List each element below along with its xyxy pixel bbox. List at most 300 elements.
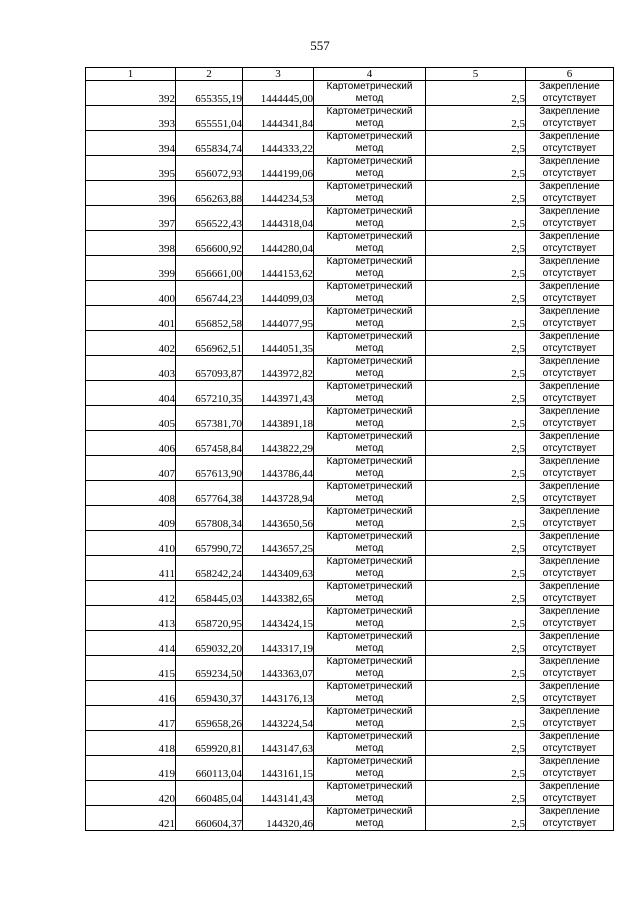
method-line-1: Картометрический [326, 431, 413, 442]
fixation-line-2: отсутствует [542, 368, 597, 379]
point-number-cell: 412 [86, 581, 176, 606]
x-coordinate-cell: 656600,92 [176, 231, 243, 256]
table-row [86, 481, 614, 506]
fixation-line-1: Закрепление [539, 181, 600, 192]
method-line-2: метод [355, 543, 384, 554]
method-line-1: Картометрический [326, 281, 413, 292]
fixation-cell [526, 481, 614, 506]
x-coordinate-cell: 656263,88 [176, 181, 243, 206]
x-coordinate-cell: 656661,00 [176, 256, 243, 281]
method-line-1: Картометрический [326, 681, 413, 692]
table-row [86, 631, 614, 656]
method-cell [314, 381, 426, 406]
method-line-1: Картометрический [326, 806, 413, 817]
fixation-cell [526, 406, 614, 431]
table-body [86, 81, 614, 831]
x-coordinate-cell: 658720,95 [176, 606, 243, 631]
x-coordinate-cell: 660604,37 [176, 806, 243, 831]
fixation-cell [526, 131, 614, 156]
point-number-cell: 413 [86, 606, 176, 631]
method-line-2: метод [355, 193, 384, 204]
fixation-line-1: Закрепление [539, 481, 600, 492]
table-row [86, 356, 614, 381]
accuracy-cell: 2,5 [426, 406, 526, 431]
table-row [86, 606, 614, 631]
accuracy-cell: 2,5 [426, 431, 526, 456]
fixation-line-2: отсутствует [542, 718, 597, 729]
method-cell [314, 731, 426, 756]
x-coordinate-cell: 659430,37 [176, 681, 243, 706]
table-row [86, 306, 614, 331]
y-coordinate-cell: 1443657,25 [243, 531, 314, 556]
table-row [86, 156, 614, 181]
method-line-2: метод [355, 118, 384, 129]
method-line-1: Картометрический [326, 356, 413, 367]
y-coordinate-cell: 1443409,63 [243, 556, 314, 581]
point-number-cell: 404 [86, 381, 176, 406]
fixation-line-1: Закрепление [539, 631, 600, 642]
fixation-cell [526, 281, 614, 306]
accuracy-cell: 2,5 [426, 556, 526, 581]
table-row [86, 331, 614, 356]
fixation-line-1: Закрепление [539, 281, 600, 292]
x-coordinate-cell: 657458,84 [176, 431, 243, 456]
method-line-2: метод [355, 768, 384, 779]
coordinates-table [85, 67, 614, 831]
fixation-cell [526, 306, 614, 331]
fixation-line-2: отсутствует [542, 443, 597, 454]
x-coordinate-cell: 660485,04 [176, 781, 243, 806]
method-cell [314, 306, 426, 331]
method-line-1: Картометрический [326, 206, 413, 217]
method-cell [314, 106, 426, 131]
method-cell [314, 331, 426, 356]
y-coordinate-cell: 1444077,95 [243, 306, 314, 331]
fixation-line-2: отсутствует [542, 493, 597, 504]
method-line-1: Картометрический [326, 756, 413, 767]
fixation-line-1: Закрепление [539, 581, 600, 592]
method-line-2: метод [355, 743, 384, 754]
fixation-line-1: Закрепление [539, 131, 600, 142]
fixation-line-1: Закрепление [539, 756, 600, 767]
method-cell [314, 231, 426, 256]
y-coordinate-cell: 1444445,00 [243, 81, 314, 106]
x-coordinate-cell: 659032,20 [176, 631, 243, 656]
fixation-line-2: отсутствует [542, 218, 597, 229]
method-line-2: метод [355, 293, 384, 304]
y-coordinate-cell: 1443971,43 [243, 381, 314, 406]
x-coordinate-cell: 656852,58 [176, 306, 243, 331]
point-number-cell: 392 [86, 81, 176, 106]
method-line-2: метод [355, 243, 384, 254]
accuracy-cell: 2,5 [426, 181, 526, 206]
table-row [86, 506, 614, 531]
method-line-2: метод [355, 693, 384, 704]
column-header: 5 [426, 68, 526, 81]
method-line-2: метод [355, 643, 384, 654]
table-row [86, 81, 614, 106]
y-coordinate-cell: 1443147,63 [243, 731, 314, 756]
method-line-1: Картометрический [326, 506, 413, 517]
point-number-cell: 409 [86, 506, 176, 531]
x-coordinate-cell: 656072,93 [176, 156, 243, 181]
fixation-line-2: отсутствует [542, 143, 597, 154]
method-line-1: Картометрический [326, 656, 413, 667]
accuracy-cell: 2,5 [426, 156, 526, 181]
method-cell [314, 356, 426, 381]
fixation-line-1: Закрепление [539, 156, 600, 167]
method-cell [314, 631, 426, 656]
fixation-line-1: Закрепление [539, 731, 600, 742]
y-coordinate-cell: 1444234,53 [243, 181, 314, 206]
accuracy-cell: 2,5 [426, 206, 526, 231]
method-cell [314, 131, 426, 156]
y-coordinate-cell: 1444341,84 [243, 106, 314, 131]
fixation-line-1: Закрепление [539, 106, 600, 117]
accuracy-cell: 2,5 [426, 456, 526, 481]
table-row [86, 781, 614, 806]
column-header: 6 [526, 68, 614, 81]
method-line-1: Картометрический [326, 531, 413, 542]
fixation-cell [526, 206, 614, 231]
fixation-cell [526, 231, 614, 256]
x-coordinate-cell: 657808,34 [176, 506, 243, 531]
table-row [86, 406, 614, 431]
accuracy-cell: 2,5 [426, 281, 526, 306]
method-line-2: метод [355, 718, 384, 729]
fixation-cell [526, 706, 614, 731]
table-row [86, 756, 614, 781]
method-line-1: Картометрический [326, 456, 413, 467]
method-cell [314, 556, 426, 581]
method-line-2: метод [355, 818, 384, 829]
fixation-line-1: Закрепление [539, 656, 600, 667]
y-coordinate-cell: 1444199,06 [243, 156, 314, 181]
column-header: 1 [86, 68, 176, 81]
method-cell [314, 806, 426, 831]
method-line-1: Картометрический [326, 606, 413, 617]
method-line-2: метод [355, 518, 384, 529]
accuracy-cell: 2,5 [426, 806, 526, 831]
method-cell [314, 281, 426, 306]
fixation-line-2: отсутствует [542, 693, 597, 704]
table-row [86, 706, 614, 731]
y-coordinate-cell: 1443424,15 [243, 606, 314, 631]
point-number-cell: 405 [86, 406, 176, 431]
method-line-2: метод [355, 493, 384, 504]
method-line-1: Картометрический [326, 256, 413, 267]
fixation-line-2: отсутствует [542, 618, 597, 629]
point-number-cell: 421 [86, 806, 176, 831]
method-line-2: метод [355, 218, 384, 229]
fixation-cell [526, 581, 614, 606]
fixation-cell [526, 331, 614, 356]
method-line-2: метод [355, 143, 384, 154]
x-coordinate-cell: 655834,74 [176, 131, 243, 156]
fixation-cell [526, 181, 614, 206]
method-line-1: Картометрический [326, 231, 413, 242]
table-row [86, 806, 614, 831]
accuracy-cell: 2,5 [426, 331, 526, 356]
fixation-cell [526, 531, 614, 556]
method-cell [314, 256, 426, 281]
fixation-line-2: отсутствует [542, 93, 597, 104]
fixation-line-2: отсутствует [542, 393, 597, 404]
fixation-line-1: Закрепление [539, 806, 600, 817]
accuracy-cell: 2,5 [426, 756, 526, 781]
method-line-2: метод [355, 318, 384, 329]
x-coordinate-cell: 657210,35 [176, 381, 243, 406]
accuracy-cell: 2,5 [426, 306, 526, 331]
y-coordinate-cell: 1444051,35 [243, 331, 314, 356]
method-line-1: Картометрический [326, 406, 413, 417]
y-coordinate-cell: 1444153,62 [243, 256, 314, 281]
point-number-cell: 418 [86, 731, 176, 756]
x-coordinate-cell: 658445,03 [176, 581, 243, 606]
point-number-cell: 411 [86, 556, 176, 581]
y-coordinate-cell: 1443650,56 [243, 506, 314, 531]
fixation-line-1: Закрепление [539, 431, 600, 442]
y-coordinate-cell: 1443176,13 [243, 681, 314, 706]
accuracy-cell: 2,5 [426, 256, 526, 281]
fixation-line-1: Закрепление [539, 456, 600, 467]
point-number-cell: 417 [86, 706, 176, 731]
table-header-row [86, 68, 614, 81]
fixation-line-1: Закрепление [539, 331, 600, 342]
method-line-2: метод [355, 668, 384, 679]
table-row [86, 681, 614, 706]
column-header: 3 [243, 68, 314, 81]
method-cell [314, 681, 426, 706]
fixation-line-2: отсутствует [542, 318, 597, 329]
method-cell [314, 531, 426, 556]
x-coordinate-cell: 656962,51 [176, 331, 243, 356]
accuracy-cell: 2,5 [426, 656, 526, 681]
fixation-line-2: отсутствует [542, 668, 597, 679]
y-coordinate-cell: 1443786,44 [243, 456, 314, 481]
method-line-2: метод [355, 793, 384, 804]
x-coordinate-cell: 657764,38 [176, 481, 243, 506]
table-row [86, 431, 614, 456]
method-line-2: метод [355, 568, 384, 579]
y-coordinate-cell: 1443141,43 [243, 781, 314, 806]
method-line-2: метод [355, 393, 384, 404]
fixation-cell [526, 456, 614, 481]
table-row [86, 556, 614, 581]
x-coordinate-cell: 657381,70 [176, 406, 243, 431]
method-line-1: Картометрический [326, 706, 413, 717]
method-cell [314, 181, 426, 206]
method-cell [314, 431, 426, 456]
method-line-2: метод [355, 368, 384, 379]
fixation-line-1: Закрепление [539, 356, 600, 367]
fixation-line-2: отсутствует [542, 768, 597, 779]
point-number-cell: 420 [86, 781, 176, 806]
point-number-cell: 399 [86, 256, 176, 281]
table-row [86, 581, 614, 606]
fixation-cell [526, 156, 614, 181]
method-line-2: метод [355, 468, 384, 479]
y-coordinate-cell: 1443317,19 [243, 631, 314, 656]
method-line-2: метод [355, 93, 384, 104]
accuracy-cell: 2,5 [426, 706, 526, 731]
y-coordinate-cell: 1443363,07 [243, 656, 314, 681]
fixation-cell [526, 631, 614, 656]
method-line-1: Картометрический [326, 631, 413, 642]
fixation-cell [526, 356, 614, 381]
method-cell [314, 206, 426, 231]
fixation-cell [526, 106, 614, 131]
fixation-line-2: отсутствует [542, 118, 597, 129]
x-coordinate-cell: 658242,24 [176, 556, 243, 581]
fixation-line-1: Закрепление [539, 531, 600, 542]
table-row [86, 256, 614, 281]
method-line-1: Картометрический [326, 131, 413, 142]
x-coordinate-cell: 657093,87 [176, 356, 243, 381]
table-row [86, 131, 614, 156]
x-coordinate-cell: 659920,81 [176, 731, 243, 756]
accuracy-cell: 2,5 [426, 681, 526, 706]
accuracy-cell: 2,5 [426, 106, 526, 131]
fixation-line-1: Закрепление [539, 506, 600, 517]
fixation-line-2: отсутствует [542, 468, 597, 479]
method-line-2: метод [355, 168, 384, 179]
method-line-2: метод [355, 343, 384, 354]
method-cell [314, 156, 426, 181]
y-coordinate-cell: 144320,46 [243, 806, 314, 831]
accuracy-cell: 2,5 [426, 356, 526, 381]
method-line-1: Картометрический [326, 781, 413, 792]
point-number-cell: 408 [86, 481, 176, 506]
fixation-cell [526, 81, 614, 106]
fixation-line-1: Закрепление [539, 556, 600, 567]
accuracy-cell: 2,5 [426, 631, 526, 656]
y-coordinate-cell: 1443161,15 [243, 756, 314, 781]
point-number-cell: 419 [86, 756, 176, 781]
x-coordinate-cell: 656744,23 [176, 281, 243, 306]
method-cell [314, 606, 426, 631]
fixation-line-1: Закрепление [539, 381, 600, 392]
method-line-1: Картометрический [326, 381, 413, 392]
method-line-2: метод [355, 443, 384, 454]
method-cell [314, 456, 426, 481]
table-row [86, 531, 614, 556]
fixation-line-1: Закрепление [539, 306, 600, 317]
point-number-cell: 397 [86, 206, 176, 231]
fixation-line-2: отсутствует [542, 343, 597, 354]
table-row [86, 281, 614, 306]
table-row [86, 206, 614, 231]
point-number-cell: 400 [86, 281, 176, 306]
point-number-cell: 403 [86, 356, 176, 381]
y-coordinate-cell: 1444333,22 [243, 131, 314, 156]
fixation-line-1: Закрепление [539, 681, 600, 692]
fixation-line-1: Закрепление [539, 81, 600, 92]
point-number-cell: 401 [86, 306, 176, 331]
table-row [86, 181, 614, 206]
fixation-cell [526, 656, 614, 681]
fixation-line-2: отсутствует [542, 418, 597, 429]
y-coordinate-cell: 1444280,04 [243, 231, 314, 256]
fixation-line-2: отсутствует [542, 568, 597, 579]
fixation-cell [526, 731, 614, 756]
fixation-cell [526, 431, 614, 456]
fixation-line-2: отсутствует [542, 743, 597, 754]
y-coordinate-cell: 1444099,03 [243, 281, 314, 306]
point-number-cell: 406 [86, 431, 176, 456]
x-coordinate-cell: 655551,04 [176, 106, 243, 131]
method-line-1: Картометрический [326, 156, 413, 167]
y-coordinate-cell: 1443822,29 [243, 431, 314, 456]
page-number: 557 [310, 38, 330, 53]
accuracy-cell: 2,5 [426, 81, 526, 106]
method-line-1: Картометрический [326, 331, 413, 342]
accuracy-cell: 2,5 [426, 131, 526, 156]
point-number-cell: 394 [86, 131, 176, 156]
column-header: 2 [176, 68, 243, 81]
method-line-1: Картометрический [326, 556, 413, 567]
x-coordinate-cell: 659234,50 [176, 656, 243, 681]
fixation-cell [526, 756, 614, 781]
fixation-line-2: отсутствует [542, 818, 597, 829]
table-row [86, 456, 614, 481]
fixation-line-2: отсутствует [542, 543, 597, 554]
method-cell [314, 406, 426, 431]
point-number-cell: 398 [86, 231, 176, 256]
x-coordinate-cell: 655355,19 [176, 81, 243, 106]
method-cell [314, 81, 426, 106]
y-coordinate-cell: 1443891,18 [243, 406, 314, 431]
accuracy-cell: 2,5 [426, 481, 526, 506]
fixation-cell [526, 806, 614, 831]
fixation-cell [526, 506, 614, 531]
column-header: 4 [314, 68, 426, 81]
fixation-line-2: отсутствует [542, 168, 597, 179]
fixation-line-2: отсутствует [542, 518, 597, 529]
fixation-line-1: Закрепление [539, 256, 600, 267]
method-line-1: Картометрический [326, 81, 413, 92]
method-line-1: Картометрический [326, 181, 413, 192]
fixation-line-1: Закрепление [539, 706, 600, 717]
fixation-line-2: отсутствует [542, 268, 597, 279]
accuracy-cell: 2,5 [426, 506, 526, 531]
y-coordinate-cell: 1443224,54 [243, 706, 314, 731]
fixation-line-1: Закрепление [539, 781, 600, 792]
fixation-line-2: отсутствует [542, 643, 597, 654]
table-row [86, 731, 614, 756]
accuracy-cell: 2,5 [426, 531, 526, 556]
point-number-cell: 393 [86, 106, 176, 131]
method-cell [314, 756, 426, 781]
method-line-1: Картометрический [326, 731, 413, 742]
accuracy-cell: 2,5 [426, 606, 526, 631]
method-line-1: Картометрический [326, 306, 413, 317]
fixation-cell [526, 256, 614, 281]
x-coordinate-cell: 657613,90 [176, 456, 243, 481]
accuracy-cell: 2,5 [426, 781, 526, 806]
point-number-cell: 415 [86, 656, 176, 681]
method-line-2: метод [355, 593, 384, 604]
fixation-cell [526, 556, 614, 581]
method-cell [314, 781, 426, 806]
method-cell [314, 506, 426, 531]
fixation-cell [526, 681, 614, 706]
y-coordinate-cell: 1443972,82 [243, 356, 314, 381]
point-number-cell: 414 [86, 631, 176, 656]
fixation-line-2: отсутствует [542, 793, 597, 804]
fixation-line-2: отсутствует [542, 293, 597, 304]
method-line-1: Картометрический [326, 106, 413, 117]
